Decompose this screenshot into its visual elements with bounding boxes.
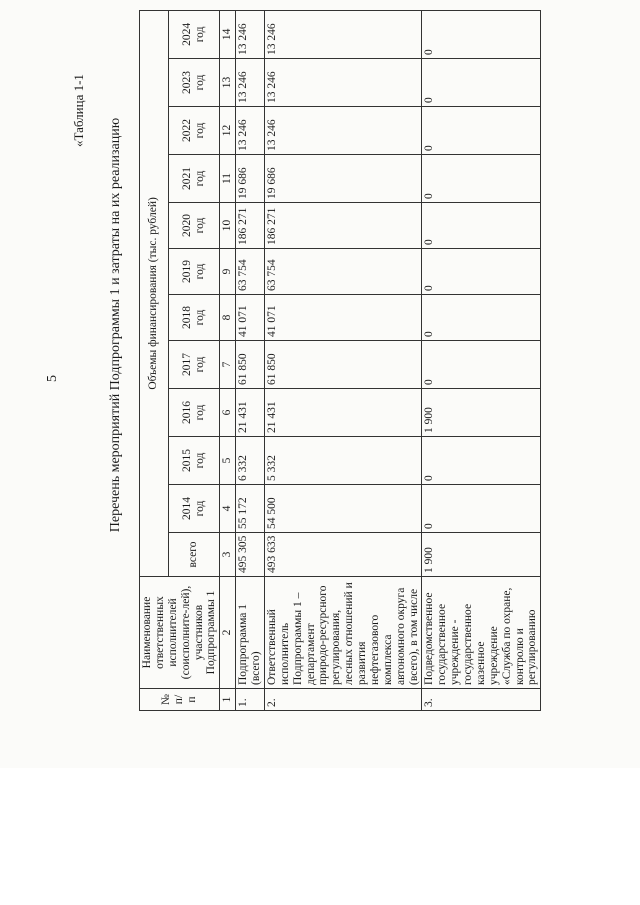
cell-value: 6 332 xyxy=(236,437,265,485)
cell-total: 1 900 xyxy=(422,533,541,577)
cell-value: 0 xyxy=(422,341,541,389)
cell-value: 21 431 xyxy=(236,389,265,437)
column-index: 3 xyxy=(220,533,236,577)
cell-value: 19 686 xyxy=(236,155,265,203)
header-no: № п/п xyxy=(140,689,220,711)
cell-value: 0 xyxy=(422,59,541,107)
header-year: 2023 год xyxy=(168,59,220,107)
cell-value: 54 500 xyxy=(264,485,422,533)
cell-value: 0 xyxy=(422,485,541,533)
header-name: Наименование ответственных исполнителей (соисполните-лей), участников Подпрограммы 1 xyxy=(140,577,220,689)
header-year: 2017 год xyxy=(168,341,220,389)
cell-value: 61 850 xyxy=(236,341,265,389)
column-index: 7 xyxy=(220,341,236,389)
table-row xyxy=(236,10,265,710)
header-year: 2016 год xyxy=(168,389,220,437)
cell-value: 186 271 xyxy=(264,203,422,249)
cell-value: 41 071 xyxy=(236,295,265,341)
header-year: 2019 год xyxy=(168,249,220,295)
cell-value: 13 246 xyxy=(236,10,265,58)
cell-value: 21 431 xyxy=(264,389,422,437)
cell-value: 13 246 xyxy=(264,10,422,58)
header-year: 2018 год xyxy=(168,295,220,341)
cell-value: 41 071 xyxy=(264,295,422,341)
table-row xyxy=(264,10,422,710)
header-year: 2015 год xyxy=(168,437,220,485)
row-name: Подпрограмма 1 (всего) xyxy=(236,577,265,689)
cell-value: 13 246 xyxy=(264,107,422,155)
cell-value: 186 271 xyxy=(236,203,265,249)
page-number: 5 xyxy=(45,375,60,382)
table-row xyxy=(422,10,541,710)
cell-value: 1 900 xyxy=(422,389,541,437)
header-year: 2022 год xyxy=(168,107,220,155)
page-margin xyxy=(0,768,640,905)
cell-value: 0 xyxy=(422,437,541,485)
cell-value: 13 246 xyxy=(236,59,265,107)
document-sheet xyxy=(0,5,635,745)
row-name: Подведомственное государственное учреждение - государственное казенное учреждение «Служба по охране, контролю и регулированию xyxy=(422,577,541,689)
column-index: 8 xyxy=(220,295,236,341)
header-year: 2021 год xyxy=(168,155,220,203)
cell-value: 63 754 xyxy=(236,249,265,295)
header-year: 2014 год xyxy=(168,485,220,533)
row-number: 1. xyxy=(236,689,265,711)
column-index: 10 xyxy=(220,203,236,249)
cell-value: 0 xyxy=(422,203,541,249)
column-index: 4 xyxy=(220,485,236,533)
cell-value: 13 246 xyxy=(264,59,422,107)
row-name: Ответственный исполнитель Подпрограммы 1 – департамент природо-ресурсного регулирования, лесных отношений и развития нефтегазового комплекса автономного округа (всего), в том числе xyxy=(264,577,422,689)
column-index-row xyxy=(220,10,236,710)
column-index: 12 xyxy=(220,107,236,155)
column-index: 14 xyxy=(220,10,236,58)
header-total: всего xyxy=(168,533,220,577)
row-number: 2. xyxy=(264,689,422,711)
cell-value: 61 850 xyxy=(264,341,422,389)
document-title: Перечень мероприятий Подпрограммы 1 и затраты на их реализацию xyxy=(108,117,123,533)
cell-value: 63 754 xyxy=(264,249,422,295)
cell-value: 5 332 xyxy=(264,437,422,485)
header-year: 2020 год xyxy=(168,203,220,249)
cell-value: 55 172 xyxy=(236,485,265,533)
funding-table xyxy=(139,10,541,711)
cell-total: 495 305 xyxy=(236,533,265,577)
cell-value: 0 xyxy=(422,249,541,295)
cell-value: 0 xyxy=(422,10,541,58)
column-index: 13 xyxy=(220,59,236,107)
row-number: 3. xyxy=(422,689,541,711)
column-index: 5 xyxy=(220,437,236,485)
column-index: 9 xyxy=(220,249,236,295)
table-caption: «Таблица 1-1 xyxy=(71,74,86,147)
cell-value: 0 xyxy=(422,295,541,341)
cell-total: 493 633 xyxy=(264,533,422,577)
cell-value: 19 686 xyxy=(264,155,422,203)
column-index: 2 xyxy=(220,577,236,689)
cell-value: 0 xyxy=(422,155,541,203)
cell-value: 13 246 xyxy=(236,107,265,155)
header-year: 2024 год xyxy=(168,10,220,58)
column-index: 6 xyxy=(220,389,236,437)
cell-value: 0 xyxy=(422,107,541,155)
column-index: 1 xyxy=(220,689,236,711)
column-index: 11 xyxy=(220,155,236,203)
header-funding: Объемы финансирования (тыс. рублей) xyxy=(140,10,169,576)
